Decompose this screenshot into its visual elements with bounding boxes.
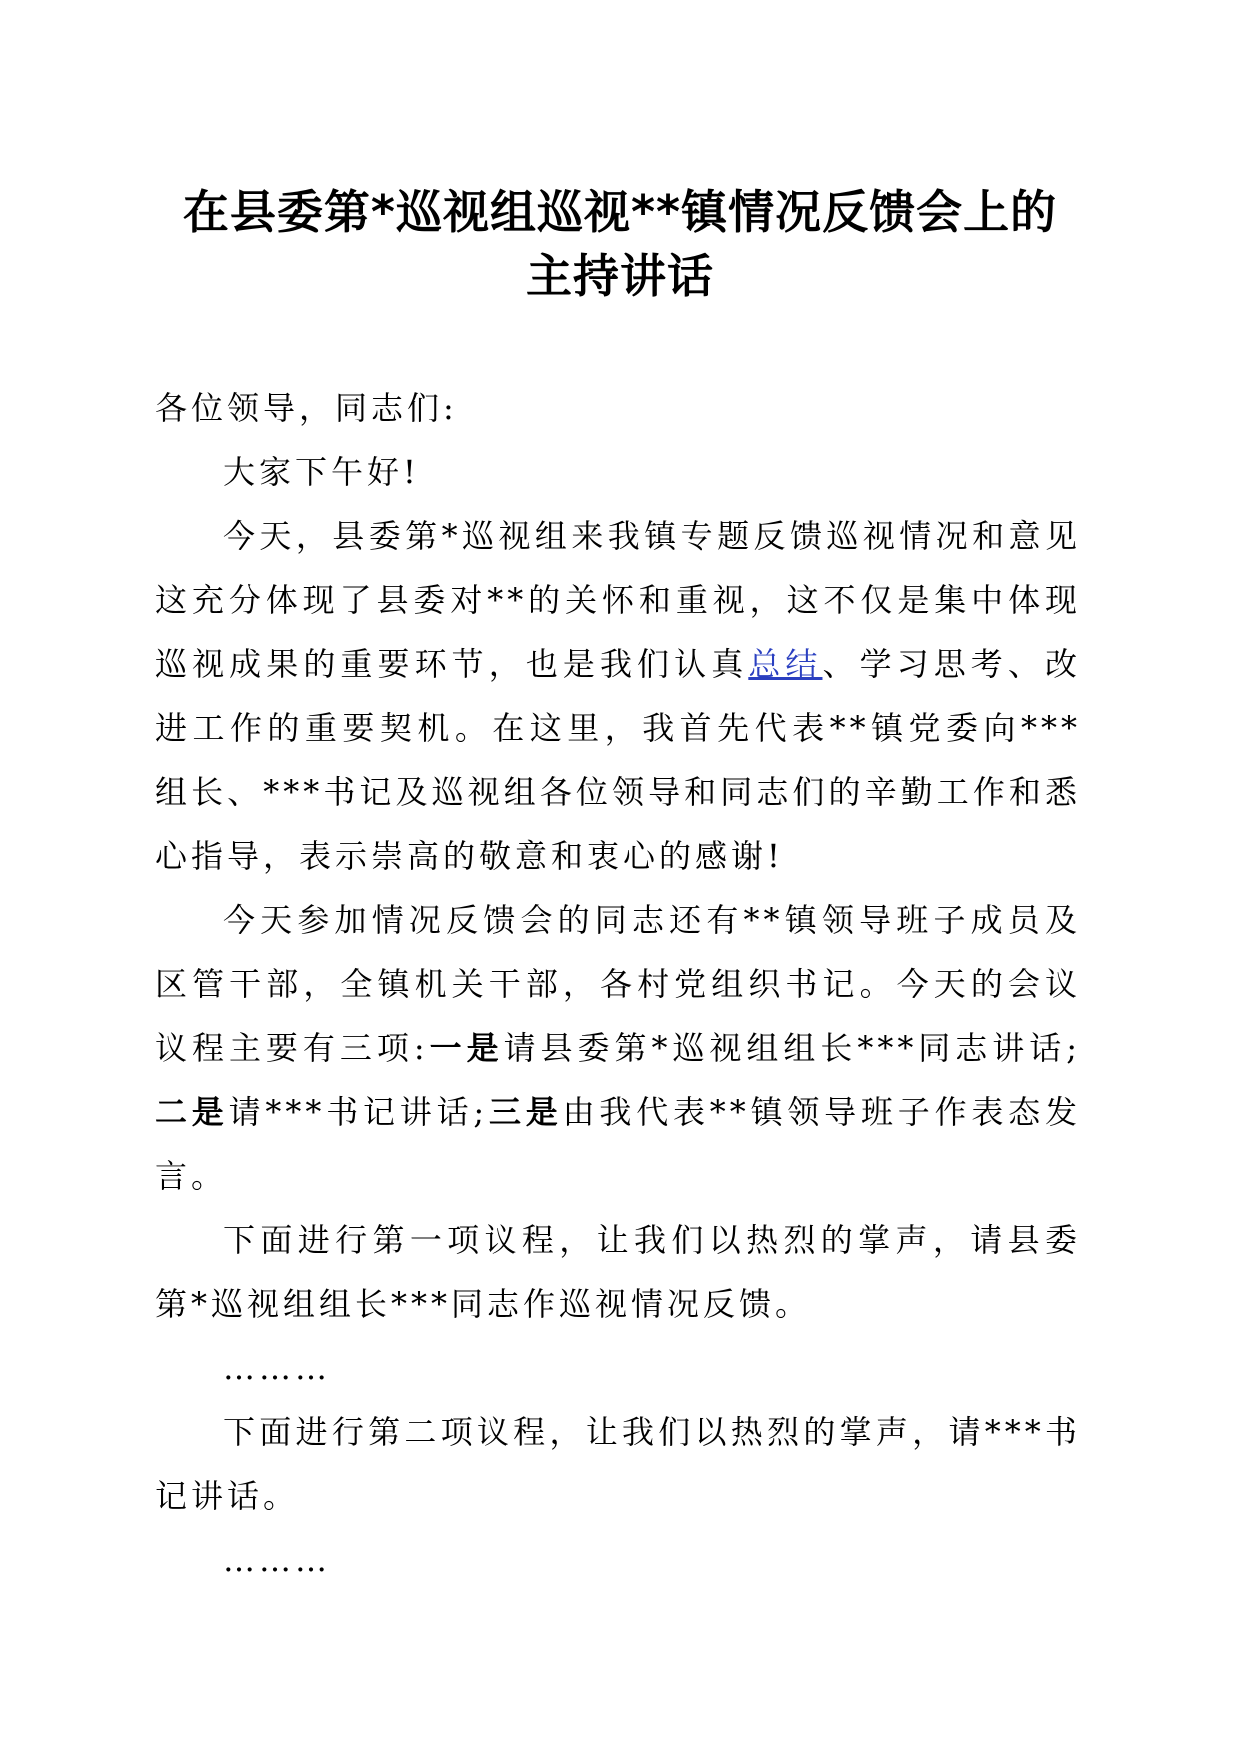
paragraph-second-item: 下面进行第二项议程，让我们以热烈的掌声，请***书记讲话。 [155,1413,1081,1515]
greeting: 大家下午好! [223,453,420,491]
agenda-intro: 今天参加情况反馈会的同志还有**镇领导班子成员及区管干部，全镇机关干部，各村党组织书记。今天的会议议程主要有三项: [155,901,1081,1067]
ellipsis-1: ……… [223,1349,331,1387]
agenda-item-2: 请***书记讲话; [228,1093,489,1131]
summary-link[interactable]: 总结 [748,645,823,683]
agenda-item-1: 请县委第*巡视组组长***同志讲话; [503,1029,1081,1067]
agenda-item-2-marker: 二是 [155,1093,229,1131]
paragraph-first-item: 下面进行第一项议程，让我们以热烈的掌声，请县委第*巡视组组长***同志作巡视情况反馈。 [155,1221,1081,1323]
title-line-2: 主持讲话 [526,249,714,303]
paragraph-opening-part2: 、学习思考、改进工作的重要契机。在这里，我首先代表**镇党委向***组长、***书记及巡视组各位领导和同志们的辛勤工作和悉心指导，表示崇高的敬意和衷心的感谢! [155,645,1081,875]
paragraph-opening-part1: 今天，县委第*巡视组来我镇专题反馈巡视情况和意见这充分体现了县委对**的关怀和重视，这不仅是集中体现巡视成果的重要环节，也是我们认真 [155,517,1081,683]
document-title [150,180,1090,308]
agenda-item-1-marker: 一是 [428,1029,504,1067]
paragraph-agenda [155,888,1081,1208]
paragraph-opening [155,504,1081,888]
ellipsis-2: ……… [223,1541,331,1579]
agenda-item-3: 由我代表**镇领导班子作表态发言。 [155,1093,1081,1195]
agenda-item-3-marker: 三是 [488,1093,563,1131]
salutation: 各位领导，同志们: [155,389,458,427]
document-body [155,376,1081,1592]
title-line-1: 在县委第*巡视组巡视**镇情况反馈会上的 [182,185,1058,239]
